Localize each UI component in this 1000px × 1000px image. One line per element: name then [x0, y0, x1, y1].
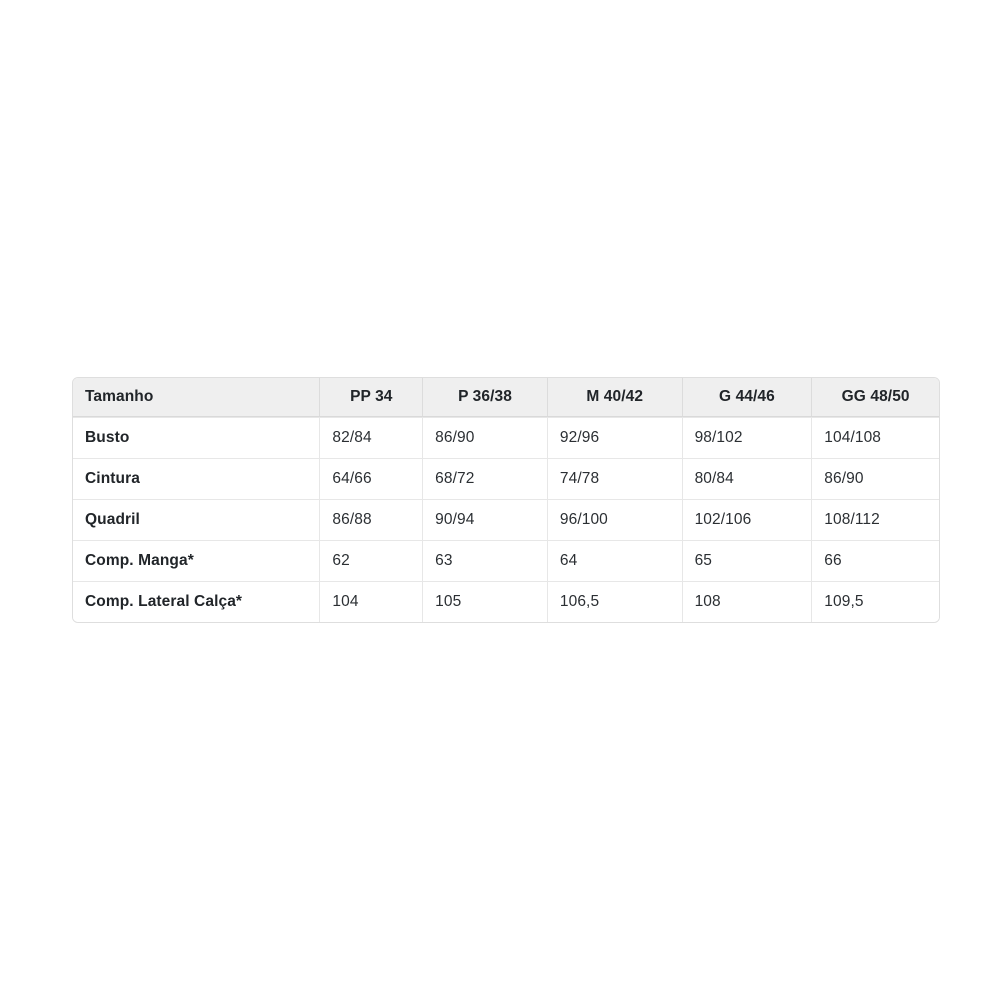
table-row-comp-lateral-calca	[73, 581, 939, 622]
size-cell: 80/84	[682, 459, 812, 499]
size-cell: 86/90	[422, 418, 547, 458]
size-cell: 104/108	[811, 418, 939, 458]
table-row-quadril	[73, 499, 939, 540]
column-header-p3638: P 36/38	[422, 378, 547, 416]
size-cell: 96/100	[547, 500, 682, 540]
table-header-row	[73, 378, 939, 417]
column-header-g4446: G 44/46	[682, 378, 812, 416]
size-cell: 86/90	[811, 459, 939, 499]
size-chart-table	[72, 377, 940, 623]
size-cell: 86/88	[319, 500, 422, 540]
row-label: Cintura	[85, 470, 140, 487]
size-cell: 108	[682, 582, 812, 622]
table-row-comp-manga	[73, 540, 939, 581]
size-cell: 68/72	[422, 459, 547, 499]
size-cell: 104	[319, 582, 422, 622]
row-label: Quadril	[85, 511, 140, 528]
row-label: Comp. Lateral Calça*	[85, 593, 243, 610]
size-cell: 108/112	[811, 500, 939, 540]
size-cell: 109,5	[811, 582, 939, 622]
column-header-tamanho: Tamanho	[85, 388, 154, 405]
row-label: Comp. Manga*	[85, 552, 194, 569]
size-cell: 105	[422, 582, 547, 622]
size-cell: 66	[811, 541, 939, 581]
size-cell: 98/102	[682, 418, 812, 458]
size-cell: 106,5	[547, 582, 682, 622]
size-cell: 102/106	[682, 500, 812, 540]
size-cell: 74/78	[547, 459, 682, 499]
size-cell: 64/66	[319, 459, 422, 499]
size-cell: 64	[547, 541, 682, 581]
row-label: Busto	[85, 429, 130, 446]
size-cell: 82/84	[319, 418, 422, 458]
size-cell: 90/94	[422, 500, 547, 540]
column-header-m4042: M 40/42	[547, 378, 682, 416]
table-row-cintura	[73, 458, 939, 499]
size-cell: 65	[682, 541, 812, 581]
column-header-gg4850: GG 48/50	[811, 378, 939, 416]
table-row-busto	[73, 417, 939, 458]
size-cell: 92/96	[547, 418, 682, 458]
size-cell: 63	[422, 541, 547, 581]
column-header-pp34: PP 34	[319, 378, 422, 416]
size-cell: 62	[319, 541, 422, 581]
